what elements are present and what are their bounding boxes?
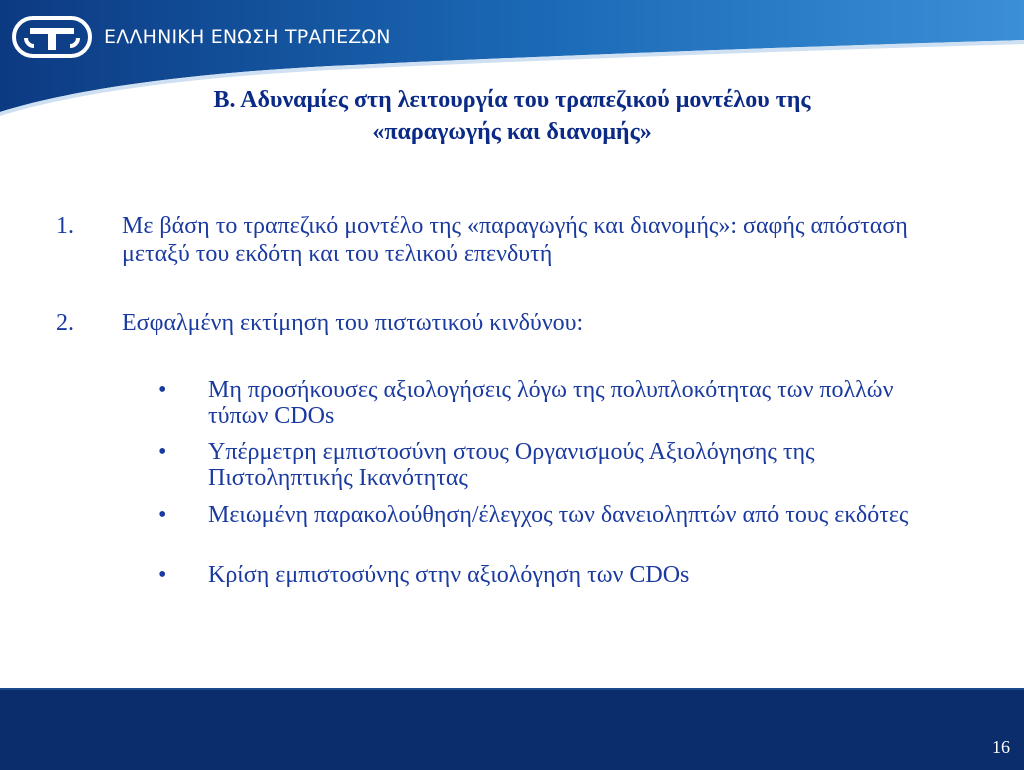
bullet-symbol: • <box>158 562 167 588</box>
bullet-text: Κρίση εμπιστοσύνης στην αξιολόγηση των CDOs <box>208 562 690 588</box>
bullet-symbol: • <box>158 502 167 528</box>
item-text: Με βάση το τραπεζικό μοντέλο της «παραγωγής και διανομής»: σαφής απόσταση μεταξύ του εκδότη και του τελικού επενδυτή <box>122 213 908 267</box>
page-number: 16 <box>992 737 1010 757</box>
bullet-symbol: • <box>158 377 167 403</box>
slide-title <box>112 84 912 148</box>
footer-band <box>0 688 1024 770</box>
bullet-symbol: • <box>158 439 167 465</box>
organization-name: ΕΛΛΗΝΙΚΗ ΕΝΩΣΗ ΤΡΑΠΕΖΩΝ <box>104 26 391 48</box>
bullet-text: Υπέρμετρη εμπιστοσύνη στους Οργανισμούς Αξιολόγησης της Πιστοληπτικής Ικανότητας <box>208 439 815 491</box>
item-text: Εσφαλμένη εκτίμηση του πιστωτικού κινδύνου: <box>122 310 584 336</box>
slide-title-line-1: Β. Αδυναμίες στη λειτουργία του τραπεζικού μοντέλου της <box>213 87 811 113</box>
bullet-text: Μειωμένη παρακολούθηση/έλεγχος των δανειοληπτών από τους εκδότες <box>208 502 909 528</box>
bank-association-logo <box>12 16 92 58</box>
bullet-text: Μη προσήκουσες αξιολογήσεις λόγω της πολυπλοκότητας των πολλών τύπων CDOs <box>208 377 894 429</box>
slide-title-line-2: «παραγωγής και διανομής» <box>372 119 652 145</box>
item-number: 2. <box>56 310 74 336</box>
item-number: 1. <box>56 213 74 239</box>
